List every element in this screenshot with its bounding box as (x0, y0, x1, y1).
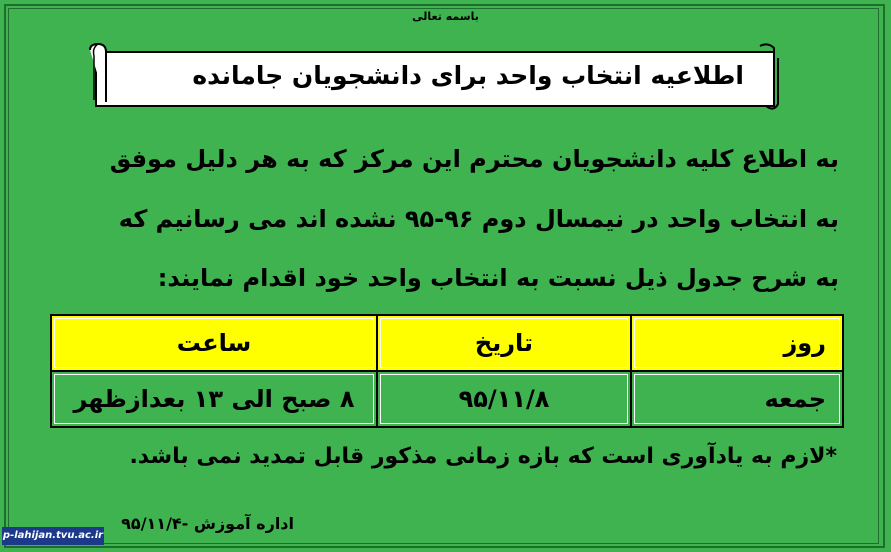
table-row (51, 371, 843, 427)
cell-time: ۸ صبح الی ۱۳ بعدازظهر (51, 371, 377, 427)
site-watermark: p-lahijan.tvu.ac.ir (2, 527, 104, 545)
bismillah-header: باسمه تعالی (412, 10, 479, 23)
header-day: روز (631, 315, 843, 371)
table-header-row (51, 315, 843, 371)
header-date: تاریخ (377, 315, 631, 371)
body-line-3: به شرح جدول ذیل نسبت به انتخاب واحد خود اقدام نمایند: (157, 264, 839, 292)
schedule-table (50, 314, 844, 428)
announcement-title: اطلاعیه انتخاب واحد برای دانشجویان جامانده (192, 61, 744, 90)
title-banner (84, 42, 780, 112)
cell-day: جمعه (631, 371, 843, 427)
reminder-note: *لازم به یادآوری است که بازه زمانی مذکور قابل تمدید نمی باشد. (129, 444, 837, 469)
header-time: ساعت (51, 315, 377, 371)
body-line-1: به اطلاع کلیه دانشجویان محترم این مرکز که به هر دلیل موفق (109, 145, 839, 173)
body-line-2: به انتخاب واحد در نیمسال دوم ۹۶-۹۵ نشده اند می رسانیم که (118, 205, 839, 233)
cell-date: ۹۵/۱۱/۸ (377, 371, 631, 427)
footer-signature: اداره آموزش -۹۵/۱۱/۴ (121, 514, 294, 533)
